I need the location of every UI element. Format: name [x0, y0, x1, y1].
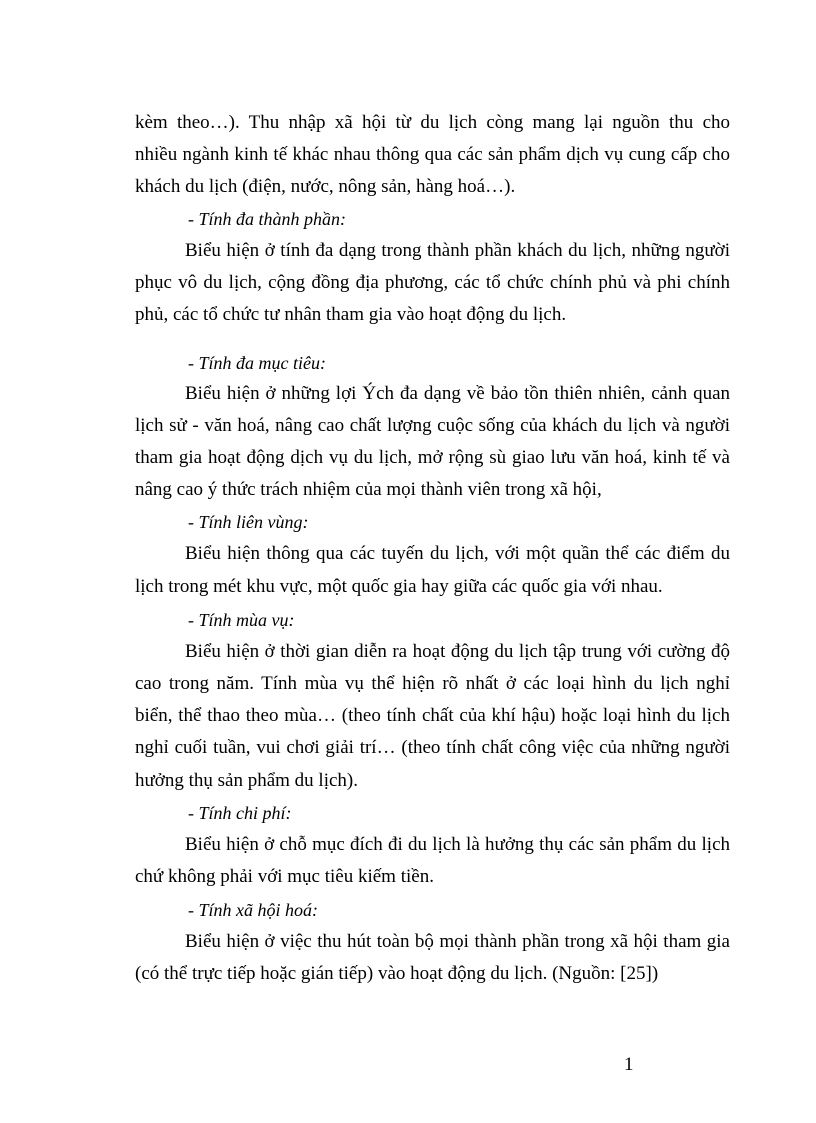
text-line: Biểu hiện ở tính đa dạng trong thành phần khách du lịch, những người [185, 240, 730, 261]
text-line: Biểu hiện ở thời gian diễn ra hoạt động du lịch tập trung với cường độ [185, 641, 730, 662]
page-number: 1 [624, 1054, 634, 1075]
text-line: chứ không phải với mục tiêu kiếm tiền. [135, 866, 434, 887]
text-line: Biểu hiện thông qua các tuyến du lịch, với một quần thể các điểm du [185, 543, 730, 564]
text-line: nhiều ngành kinh tế khác nhau thông qua các sản phẩm dịch vụ cung cấp cho [135, 144, 730, 165]
text-line: tham gia hoạt động dịch vụ du lịch, mở rộng sù giao lưu văn hoá, kinh tế và [135, 447, 730, 468]
text-line: nâng cao ý thức trách nhiệm của mọi thành viên trong xã hội, [135, 479, 602, 500]
text-line: lịch sử - văn hoá, nâng cao chất lượng cuộc sống của khách du lịch và người [135, 415, 730, 436]
text-line: phủ, các tổ chức tư nhân tham gia vào hoạt động du lịch. [135, 304, 567, 325]
section-heading: - Tính liên vùng: [188, 512, 309, 532]
text-line: lịch trong mét khu vực, một quốc gia hay giữa các quốc gia với nhau. [135, 576, 663, 597]
text-line: kèm theo…). Thu nhập xã hội từ du lịch còng mang lại nguồn thu cho [135, 112, 730, 133]
section-heading: - Tính chi phí: [188, 803, 292, 823]
section-heading: - Tính đa thành phần: [188, 209, 347, 229]
text-line: Biểu hiện ở những lợi Ých đa dạng về bảo tồn thiên nhiên, cảnh quan [185, 383, 730, 404]
section-heading: - Tính mùa vụ: [188, 610, 295, 630]
text-line: (có thể trực tiếp hoặc gián tiếp) vào hoạt động du lịch. (Nguồn: [25]) [135, 963, 659, 984]
text-line: biển, thể thao theo mùa… (theo tính chất của khí hậu) hoặc loại hình du lịch [135, 705, 730, 726]
text-line: cao trong năm. Tính mùa vụ thể hiện rõ nhất ở các loại hình du lịch nghỉ [135, 673, 730, 694]
section-heading: - Tính đa mục tiêu: [188, 353, 326, 373]
text-line: khách du lịch (điện, nước, nông sản, hàng hoá…). [135, 176, 516, 197]
section-heading: - Tính xã hội hoá: [188, 900, 318, 920]
text-line: nghỉ cuối tuần, vui chơi giải trí… (theo tính chất công việc của những người [135, 737, 730, 758]
text-line: Biểu hiện ở chỗ mục đích đi du lịch là hưởng thụ các sản phẩm du lịch [185, 834, 730, 855]
text-line: phục vô du lịch, cộng đồng địa phương, các tổ chức chính phủ và phi chính [135, 272, 730, 293]
text-line: Biểu hiện ở việc thu hút toàn bộ mọi thành phần trong xã hội tham gia [185, 931, 730, 952]
text-line: hưởng thụ sản phẩm du lịch). [135, 770, 358, 791]
